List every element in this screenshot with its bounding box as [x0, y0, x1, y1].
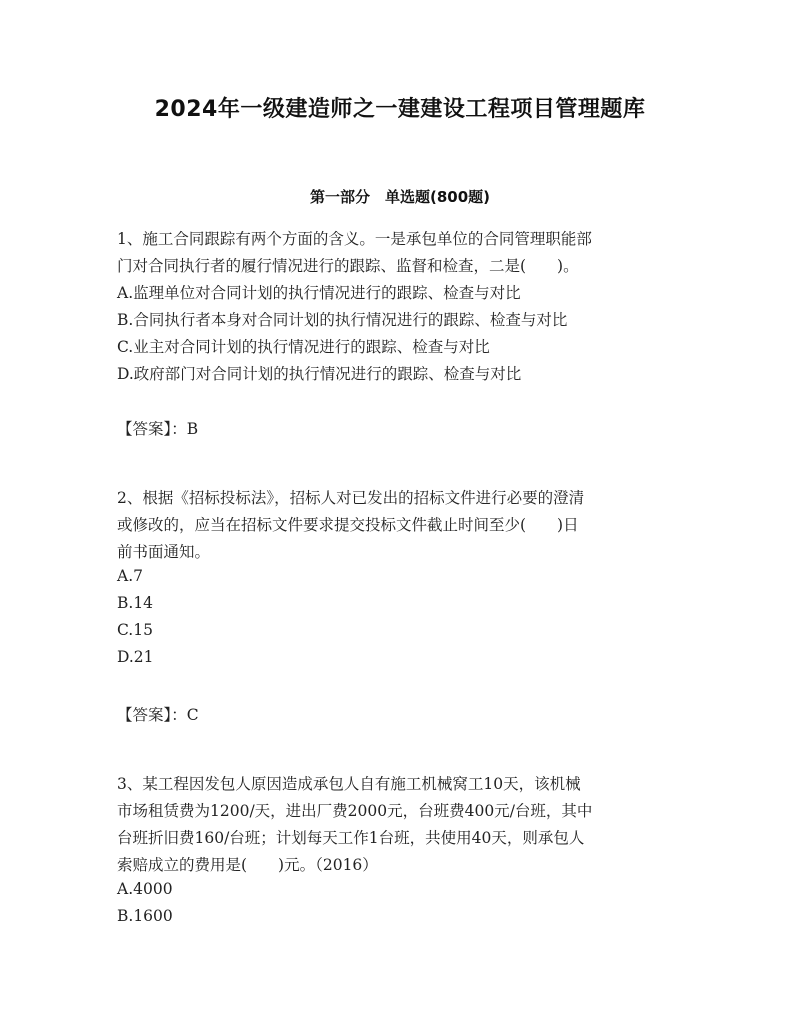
question-stem-line: 台班折旧费160/台班；计划每天工作1台班，共使用40天，则承包人	[117, 829, 585, 847]
option-c: C.15	[117, 621, 153, 639]
question-stem-line: 市场租赁费为1200/天，进出厂费2000元，台班费400元/台班，其中	[117, 802, 593, 820]
answer-label: 【答案】：C	[117, 706, 199, 724]
option-d: D.21	[117, 648, 154, 666]
option-d: D.政府部门对合同计划的执行情况进行的跟踪、检查与对比	[117, 365, 522, 383]
option-b: B.合同执行者本身对合同计划的执行情况进行的跟踪、检查与对比	[117, 311, 568, 329]
option-c: C.业主对合同计划的执行情况进行的跟踪、检查与对比	[117, 338, 490, 356]
question-stem-line: 3、某工程因发包人原因造成承包人自有施工机械窝工10天，该机械	[117, 775, 581, 793]
option-a: A.监理单位对合同计划的执行情况进行的跟踪、检查与对比	[117, 284, 521, 302]
question-stem-line: 或修改的，应当在招标文件要求提交投标文件截止时间至少( )日	[117, 516, 579, 534]
question-stem-line: 索赔成立的费用是( )元。（2016）	[117, 856, 378, 874]
option-a: A.7	[117, 567, 143, 585]
question-stem-line: 前书面通知。	[117, 543, 211, 561]
question-stem-line: 门对合同执行者的履行情况进行的跟踪、监督和检查，二是( )。	[117, 257, 579, 275]
option-a: A.4000	[117, 880, 173, 898]
question-stem-line: 2、根据《招标投标法》，招标人对已发出的招标文件进行必要的澄清	[117, 489, 585, 507]
answer-label: 【答案】：B	[117, 420, 199, 438]
document-title: 2024年一级建造师之一建建设工程项目管理题库	[154, 97, 646, 122]
option-b: B.14	[117, 594, 154, 612]
section-heading: 第一部分 单选题(800题)	[309, 188, 491, 206]
question-stem-line: 1、施工合同跟踪有两个方面的含义。一是承包单位的合同管理职能部	[117, 230, 592, 248]
option-b: B.1600	[117, 907, 173, 925]
